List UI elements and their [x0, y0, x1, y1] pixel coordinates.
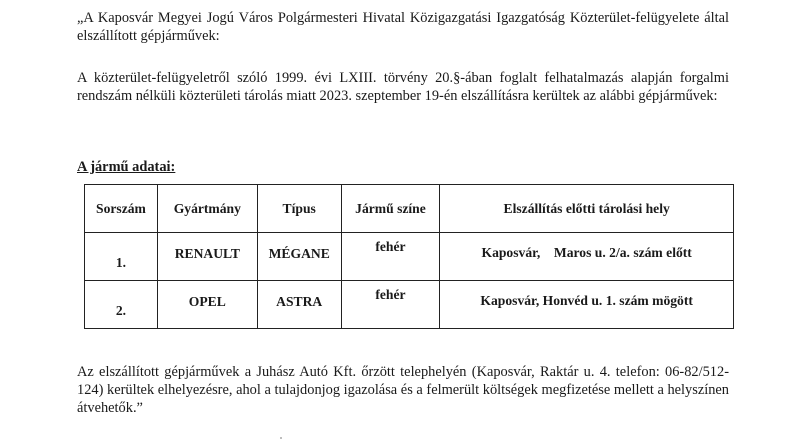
table-header-row [85, 185, 734, 233]
row-make-cell [157, 233, 257, 281]
row-color: fehér [375, 287, 406, 302]
row-location: Kaposvár, Honvéd u. 1. szám mögött [480, 293, 693, 308]
row-type: ASTRA [276, 294, 323, 309]
row-location-cell [440, 281, 734, 329]
closing-paragraph: Az elszállított gépjárművek a Juhász Autó Kft. őrzött telephelyén (Kaposvár, Raktár u. 4. telefon: 06-82/512-124) kerültek elhelyezésre, ahol a tulajdonjog igazolása és a felmerült költségek megfizetése mellett a helyszínen átvehetők.” [77, 364, 729, 416]
legal-basis-paragraph: A közterület-felügyeletről szóló 1999. évi LXIII. törvény 20.§-ában foglalt felhatalmazás alapján forgalmi rendszám nélküli közterületi tárolás miatt 2023. szeptember 19-én elszállításra kerültek az alábbi gépjárművek: [77, 70, 729, 104]
row-type: MÉGANE [268, 246, 330, 261]
table-row [85, 233, 734, 281]
row-make: OPEL [188, 294, 226, 309]
row-type-cell [257, 233, 341, 281]
table-row [85, 281, 734, 329]
header-location: Elszállítás előtti tárolási hely [440, 185, 734, 233]
header-make: Gyártmány [157, 185, 257, 233]
header-type: Típus [257, 185, 341, 233]
vehicle-data-heading: A jármű adatai: [77, 159, 176, 175]
row-number: 1. [115, 255, 127, 270]
row-type-cell [257, 281, 341, 329]
scan-speck [280, 437, 282, 439]
row-number-cell [85, 233, 158, 281]
row-color-cell [341, 281, 440, 329]
row-number: 2. [115, 303, 127, 318]
row-location-cell [440, 233, 734, 281]
row-make-cell [157, 281, 257, 329]
header-color: Jármű színe [341, 185, 440, 233]
row-color-cell [341, 233, 440, 281]
row-location: Kaposvár, Maros u. 2/a. szám előtt [481, 245, 692, 260]
intro-paragraph: „A Kaposvár Megyei Jogú Város Polgármesteri Hivatal Közigazgatási Igazgatóság Közterület-felügyelete által elszállított gépjárművek: [77, 10, 729, 44]
header-number: Sorszám [85, 185, 158, 233]
row-make: RENAULT [174, 246, 240, 261]
row-number-cell [85, 281, 158, 329]
vehicle-table [84, 184, 734, 329]
row-color: fehér [375, 239, 406, 254]
